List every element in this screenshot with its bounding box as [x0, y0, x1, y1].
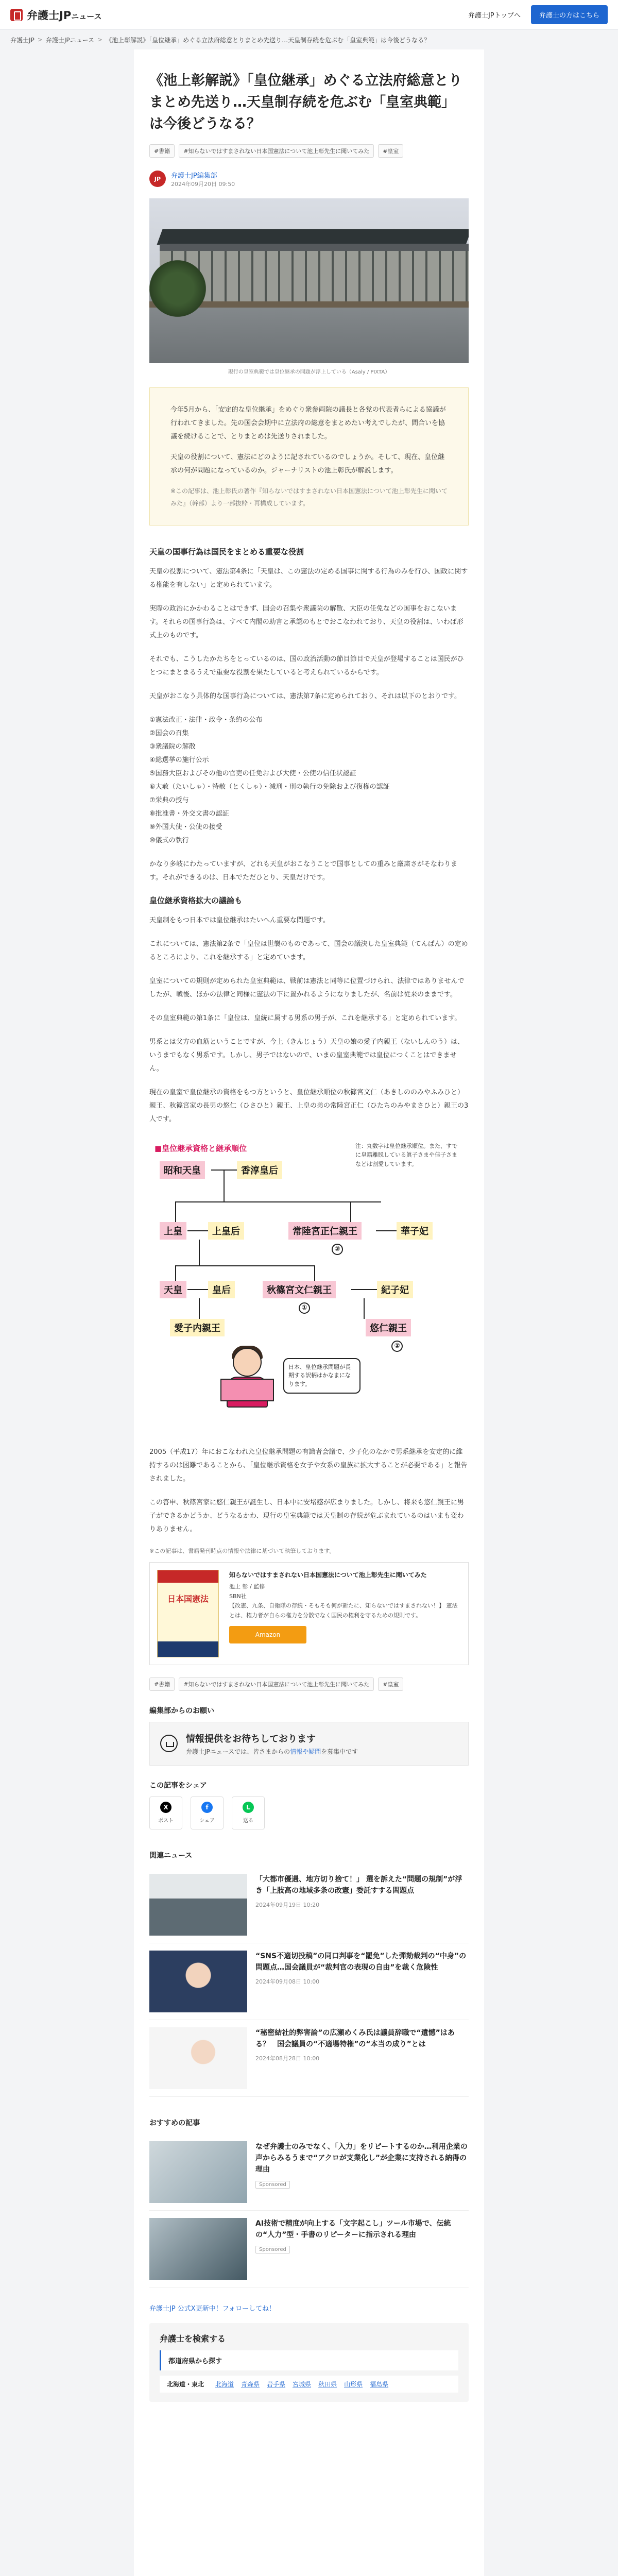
- top-page-link[interactable]: 弁護士JPトップへ: [468, 12, 521, 20]
- summary-paragraph: 今年5月から、「安定的な皇位継承」をめぐり衆参両院の議長と各党の代表者らによる協議が行われてきました。先の国会会期中に立法府の総意をまとめたい考えでしたが、間合いを協議を続けることで、とりまとめは先送りされました。: [170, 405, 446, 440]
- summary-note: ※この記事は、池上彰氏の著作『知らないではすまされない日本国憲法について池上彰先生に聞いてみた』（幹部）より一部抜粋・再構成しています。: [170, 487, 448, 507]
- author-block: [149, 170, 469, 188]
- book-author: 池上 彰 / 監修: [229, 1583, 265, 1590]
- recommended-item[interactable]: [149, 2211, 469, 2287]
- section-heading: 天皇の国事行為は国民をまとめる重要な役割: [149, 547, 304, 556]
- node-kogo: 皇后: [208, 1281, 235, 1298]
- search-tab-prefecture[interactable]: 都道府県から探す: [160, 2350, 458, 2370]
- book-cover-title: 日本国憲法: [167, 1594, 209, 1604]
- tag-link[interactable]: #知らないではすまされない日本国憲法について池上彰先生に聞いてみた: [179, 1677, 374, 1691]
- speech-bubble: 日本、皇位継承問題が長期する訳柄はかなまになります。: [283, 1358, 360, 1394]
- cta-text-link[interactable]: 情報や疑問: [290, 1748, 321, 1755]
- body-paragraph: 男系とは父方の血筋ということですが、今上（きんじょう）天皇の娘の愛子内親王（ないしんのう）は、いうまでもなく男系です。しかし、男子ではないので、いまの皇室典範では皇位につくことはできません。: [149, 1038, 465, 1073]
- node-kojun: 香淳皇后: [237, 1161, 282, 1179]
- book-description: 【改憲、九条、自衛隊の存続・そもそも何が新たに、知らないではすまされない！】 憲法とは、権力者が自らの権力を分散でなく国民の権利を守るための規則です。: [229, 1602, 458, 1619]
- prefecture-link[interactable]: 宮城県: [293, 2380, 312, 2388]
- share-label: シェア: [199, 1818, 215, 1824]
- node-kiko: 紀子妃: [377, 1281, 413, 1298]
- list-item: ③衆議院の解散: [149, 742, 196, 751]
- news-title: AI技術で精度が向上する「文字起こし」ツール市場で、伝統の“人力”型・手書のリピーターに指示される理由: [255, 2219, 451, 2239]
- news-thumbnail: [149, 2141, 247, 2203]
- list-item: ⑥大赦（たいしゃ）・特赦（とくしゃ）・減刑・刑の執行の免除および復権の認証: [149, 783, 390, 791]
- node-hanako: 華子妃: [397, 1222, 433, 1240]
- breadcrumb-news[interactable]: 弁護士JPニュース: [45, 36, 95, 44]
- share-buttons: [149, 1797, 469, 1829]
- amazon-buy-button[interactable]: Amazon: [229, 1626, 306, 1643]
- tag-link[interactable]: #皇室: [378, 144, 403, 158]
- share-label: ポスト: [158, 1818, 174, 1824]
- sponsored-badge: Sponsored: [255, 2181, 290, 2189]
- reader-illustration: [216, 1343, 278, 1410]
- news-title: なぜ弁護士のみでなく、「入力」をリピートするのか…利用企業の声からみるうまで“アクロが支業化し”が企業に支持される納得の理由: [255, 2142, 468, 2174]
- news-thumbnail: [149, 1874, 247, 1936]
- book-title[interactable]: 知らないではすまされない日本国憲法について池上彰先生に聞いてみた: [229, 1571, 427, 1579]
- list-item: ⑨外国大使・公使の接受: [149, 823, 222, 831]
- body-paragraph: かなり多岐にわたっていますが、どれも天皇がおこなうことで国事としての重みと厳粛さがそなわります。それができるのは、日本でただひとり、天皇だけです。: [149, 860, 458, 882]
- prefecture-link[interactable]: 北海道: [215, 2380, 234, 2388]
- breadcrumb-home[interactable]: 弁護士JP: [10, 36, 35, 44]
- list-item: ⑤国務大臣およびその他の官吏の任免および大使・公使の信任状認証: [149, 769, 356, 777]
- list-item: ⑦栄典の授与: [149, 796, 189, 804]
- tag-link[interactable]: #書籍: [149, 144, 175, 158]
- node-hisahito: 悠仁親王: [366, 1319, 411, 1336]
- logo-icon: [10, 9, 23, 21]
- mail-icon: [160, 1735, 178, 1752]
- article-main: [134, 49, 484, 2576]
- book-card: [149, 1562, 469, 1665]
- x-icon: X: [160, 1802, 171, 1813]
- book-publisher: SBN社: [229, 1592, 247, 1600]
- prefecture-link[interactable]: 岩手県: [267, 2380, 286, 2388]
- news-date: 2024年09月08日 10:00: [255, 1978, 320, 1986]
- breadcrumb: [0, 30, 618, 49]
- body-paragraph: 天皇制をもつ日本では皇位継承はたいへん重要な問題です。: [149, 916, 330, 924]
- list-item: ⑩儀式の執行: [149, 836, 189, 844]
- succession-number: ②: [391, 1341, 403, 1352]
- list-item: ①憲法改正・法律・政令・条約の公布: [149, 716, 263, 724]
- body-paragraph: 2005（平成17）年におこなわれた皇位継承問題の有識者会議で、少子化のなかで男系継承を安定的に維持するのは困難であることから、「皇位継承資格を女子や女系の皇族に拡大することが必要である」と報告されました。: [149, 1448, 468, 1483]
- breadcrumb-separator-icon: >: [37, 36, 43, 43]
- share-facebook-button[interactable]: [191, 1797, 224, 1829]
- body-paragraph: それでも、こうしたかたちをとっているのは、国の政治活動の節目節目で天皇が登場することは国民がひとつにまとまるうえで重要な役割を果たしていると考えられているからです。: [149, 655, 464, 676]
- line-icon: L: [243, 1802, 254, 1813]
- news-thumbnail: [149, 2027, 247, 2089]
- state-acts-list: [149, 714, 469, 848]
- breadcrumb-separator-icon: >: [97, 36, 103, 43]
- news-date: 2024年09月19日 10:20: [255, 1902, 320, 1909]
- prefecture-link[interactable]: 秋田県: [318, 2380, 337, 2388]
- article-end-tags: [149, 1677, 469, 1691]
- region-row: [160, 2376, 458, 2393]
- share-x-button[interactable]: [149, 1797, 182, 1829]
- article-summary: [149, 387, 469, 526]
- share-line-button[interactable]: [232, 1797, 265, 1829]
- node-aiko: 愛子内親王: [170, 1319, 225, 1336]
- site-header: [0, 0, 618, 30]
- news-title: 「大都市優遇、地方切り捨て！」 選を訴えた“問題の規制”が浮き「上肢高の地域多条の改憲」委託すする問題点: [255, 1875, 462, 1895]
- cta-title: 情報提供をお待ちしております: [186, 1733, 316, 1744]
- site-logo[interactable]: [10, 7, 101, 23]
- node-hitachi: 常陸宮正仁親王: [288, 1222, 362, 1240]
- news-title: “SNS不適切投稿”の同口判事を“罷免”した弾劾裁判の“中身”の問題点…国会議員が“裁判官の表現の自由”を裁く危険性: [255, 1952, 467, 1972]
- news-thumbnail: [149, 2218, 247, 2280]
- news-date: 2024年08月28日 10:00: [255, 2055, 320, 2062]
- hero-caption: 現行の皇室典範では皇位継承の問題が浮上している（Asaly / PIXTA）: [228, 369, 390, 375]
- facebook-icon: f: [201, 1802, 213, 1813]
- prefecture-link[interactable]: 青森県: [241, 2380, 260, 2388]
- section-heading: 皇位継承資格拡大の議論も: [149, 895, 243, 905]
- succession-number: ①: [299, 1302, 310, 1314]
- related-news-item[interactable]: [149, 1867, 469, 1943]
- source-note: ※この記事は、書籍発刊時点の情報や法律に基づいて執筆しております。: [149, 1547, 335, 1554]
- tag-link[interactable]: #皇室: [378, 1677, 403, 1691]
- related-news-item[interactable]: [149, 2020, 469, 2097]
- list-item: ②国会の召集: [149, 729, 189, 737]
- summary-paragraph: 天皇の役割について、憲法にどのように記されているのでしょうか。そして、現在、皇位継承の何が問題になっているのか。ジャーナリストの池上彰氏が解説します。: [170, 453, 445, 474]
- prefecture-link[interactable]: 山形県: [344, 2380, 363, 2388]
- share-heading: この記事をシェア: [149, 1781, 207, 1790]
- prefecture-link[interactable]: 福島県: [370, 2380, 389, 2388]
- body-paragraph: 現在の皇室で皇位継承の資格をもつ方というと、皇位継承順位の秋篠宮文仁（あきしののみやふみひと）親王、秋篠宮家の長男の悠仁（ひさひと）親王、上皇の弟の常陸宮正仁（ひたちのみやまさひと）親王の3人です。: [149, 1088, 469, 1123]
- author-name[interactable]: 弁護士JP編集部: [171, 172, 217, 180]
- author-avatar: JP: [149, 171, 166, 187]
- node-jokogo: 上皇后: [208, 1222, 244, 1240]
- diagram-note: 注：丸数字は皇位継承順位。また、すでに皇籍離脱している眞子さまや佳子さまなどは割愛しています。: [355, 1142, 458, 1167]
- lawyer-search-box: [149, 2323, 469, 2402]
- logo-main-text: 弁護士JP: [27, 9, 72, 22]
- succession-number: ③: [332, 1244, 343, 1255]
- body-paragraph: 天皇の役割について、憲法第4条に「天皇は、この憲法の定める国事に関する行為のみを行ひ、国政に関する権能を有しない」と定められています。: [149, 567, 468, 589]
- list-item: ⑧批准書・外交文書の認証: [149, 809, 229, 818]
- body-paragraph: 皇室についての規則が定められた皇室典範は、戦前は憲法と同等に位置づけられ、法律ではありませんでしたが、戦後、ほかの法律と同様に憲法の下に置かれるようになりましたが、名前は従来のままです。: [149, 977, 465, 998]
- cta-text-pre: 弁護士JPニュースでは、皆さまからの: [186, 1748, 290, 1755]
- related-news-item[interactable]: [149, 1943, 469, 2020]
- node-akishino: 秋篠宮文仁親王: [263, 1281, 336, 1298]
- hero-image: [149, 198, 469, 363]
- body-paragraph: 天皇がおこなう具体的な国事行為については、憲法第7条に定められており、それは以下のとおりです。: [149, 692, 461, 700]
- x-follow-link[interactable]: 弁護士JP 公式X更新中！フォローしてね！: [149, 2304, 276, 2313]
- book-cover-image[interactable]: [157, 1570, 219, 1657]
- node-joko: 上皇: [160, 1222, 186, 1240]
- breadcrumb-current: 《池上彰解説》「皇位継承」めぐる立法府総意とりまとめ先送り…天皇制存続を危ぶむ「皇室典範」は今後どうなる？: [106, 36, 431, 44]
- lawyer-register-button[interactable]: 弁護士の方はこちら: [531, 5, 608, 24]
- news-thumbnail: [149, 1951, 247, 2012]
- succession-diagram: [149, 1137, 469, 1425]
- tag-link[interactable]: #書籍: [149, 1677, 175, 1691]
- sponsored-badge: Sponsored: [255, 2246, 290, 2253]
- diagram-title: ■皇位継承資格と継承順位: [154, 1143, 247, 1153]
- node-showa: 昭和天皇: [160, 1161, 205, 1179]
- logo-sub-text: ニュース: [71, 11, 102, 21]
- article-title: 《池上彰解説》「皇位継承」めぐる立法府総意とりまとめ先送り…天皇制存続を危ぶむ「皇室典範」は今後どうなる？: [149, 73, 462, 132]
- related-heading: 関連ニュース: [149, 1851, 193, 1860]
- recommended-heading: おすすめの記事: [149, 2119, 200, 2127]
- news-title: “秘密結社的弊害論”の広瀬めくみ氏は議員辞職で“遺憾”はある？ 国会議員の“不適場特権”の“本当の成り”とは: [255, 2028, 455, 2048]
- list-item: ④総選挙の施行公示: [149, 756, 209, 764]
- tag-link[interactable]: #知らないではすまされない日本国憲法について池上彰先生に聞いてみた: [179, 144, 374, 158]
- publish-date: 2024年09月20日 09:50: [171, 180, 235, 188]
- node-tenno: 天皇: [160, 1281, 186, 1298]
- info-request-banner[interactable]: [149, 1722, 469, 1766]
- recommended-item[interactable]: [149, 2134, 469, 2211]
- region-label: 北海道・東北: [167, 2380, 204, 2388]
- body-paragraph: その皇室典範の第1条に「皇位は、皇統に属する男系の男子が、これを継承する」と定められています。: [149, 1014, 461, 1022]
- lawyer-search-heading: 弁護士を検索する: [160, 2333, 226, 2344]
- cta-text-post: を募集中です: [321, 1748, 358, 1755]
- cta-heading: 編集部からのお願い: [149, 1706, 214, 1715]
- body-paragraph: これについては、憲法第2条で「皇位は世襲のものであって、国会の議決した皇室典範（てんぱん）の定めるところにより、これを継承する」と定めています。: [149, 940, 468, 961]
- body-paragraph: 実際の政治にかかわることはできず、国会の召集や衆議院の解散、大臣の任免などの国事をおこないます。それらの国事行為は、すべて内閣の助言と承認のもとでおこなわれており、天皇の役割は、いわば形式上のものです。: [149, 604, 464, 639]
- article-tags: [149, 144, 469, 158]
- body-paragraph: この答申、秋篠宮家に悠仁親王が誕生し、日本中に安堵感が広まりました。しかし、将来も悠仁親王に男子ができるかどうか、どうなるかわ、現行の皇室典範では天皇制の存続が危ぶまれているのはいまも変わりありません。: [149, 1498, 465, 1533]
- share-label: 送る: [243, 1818, 253, 1824]
